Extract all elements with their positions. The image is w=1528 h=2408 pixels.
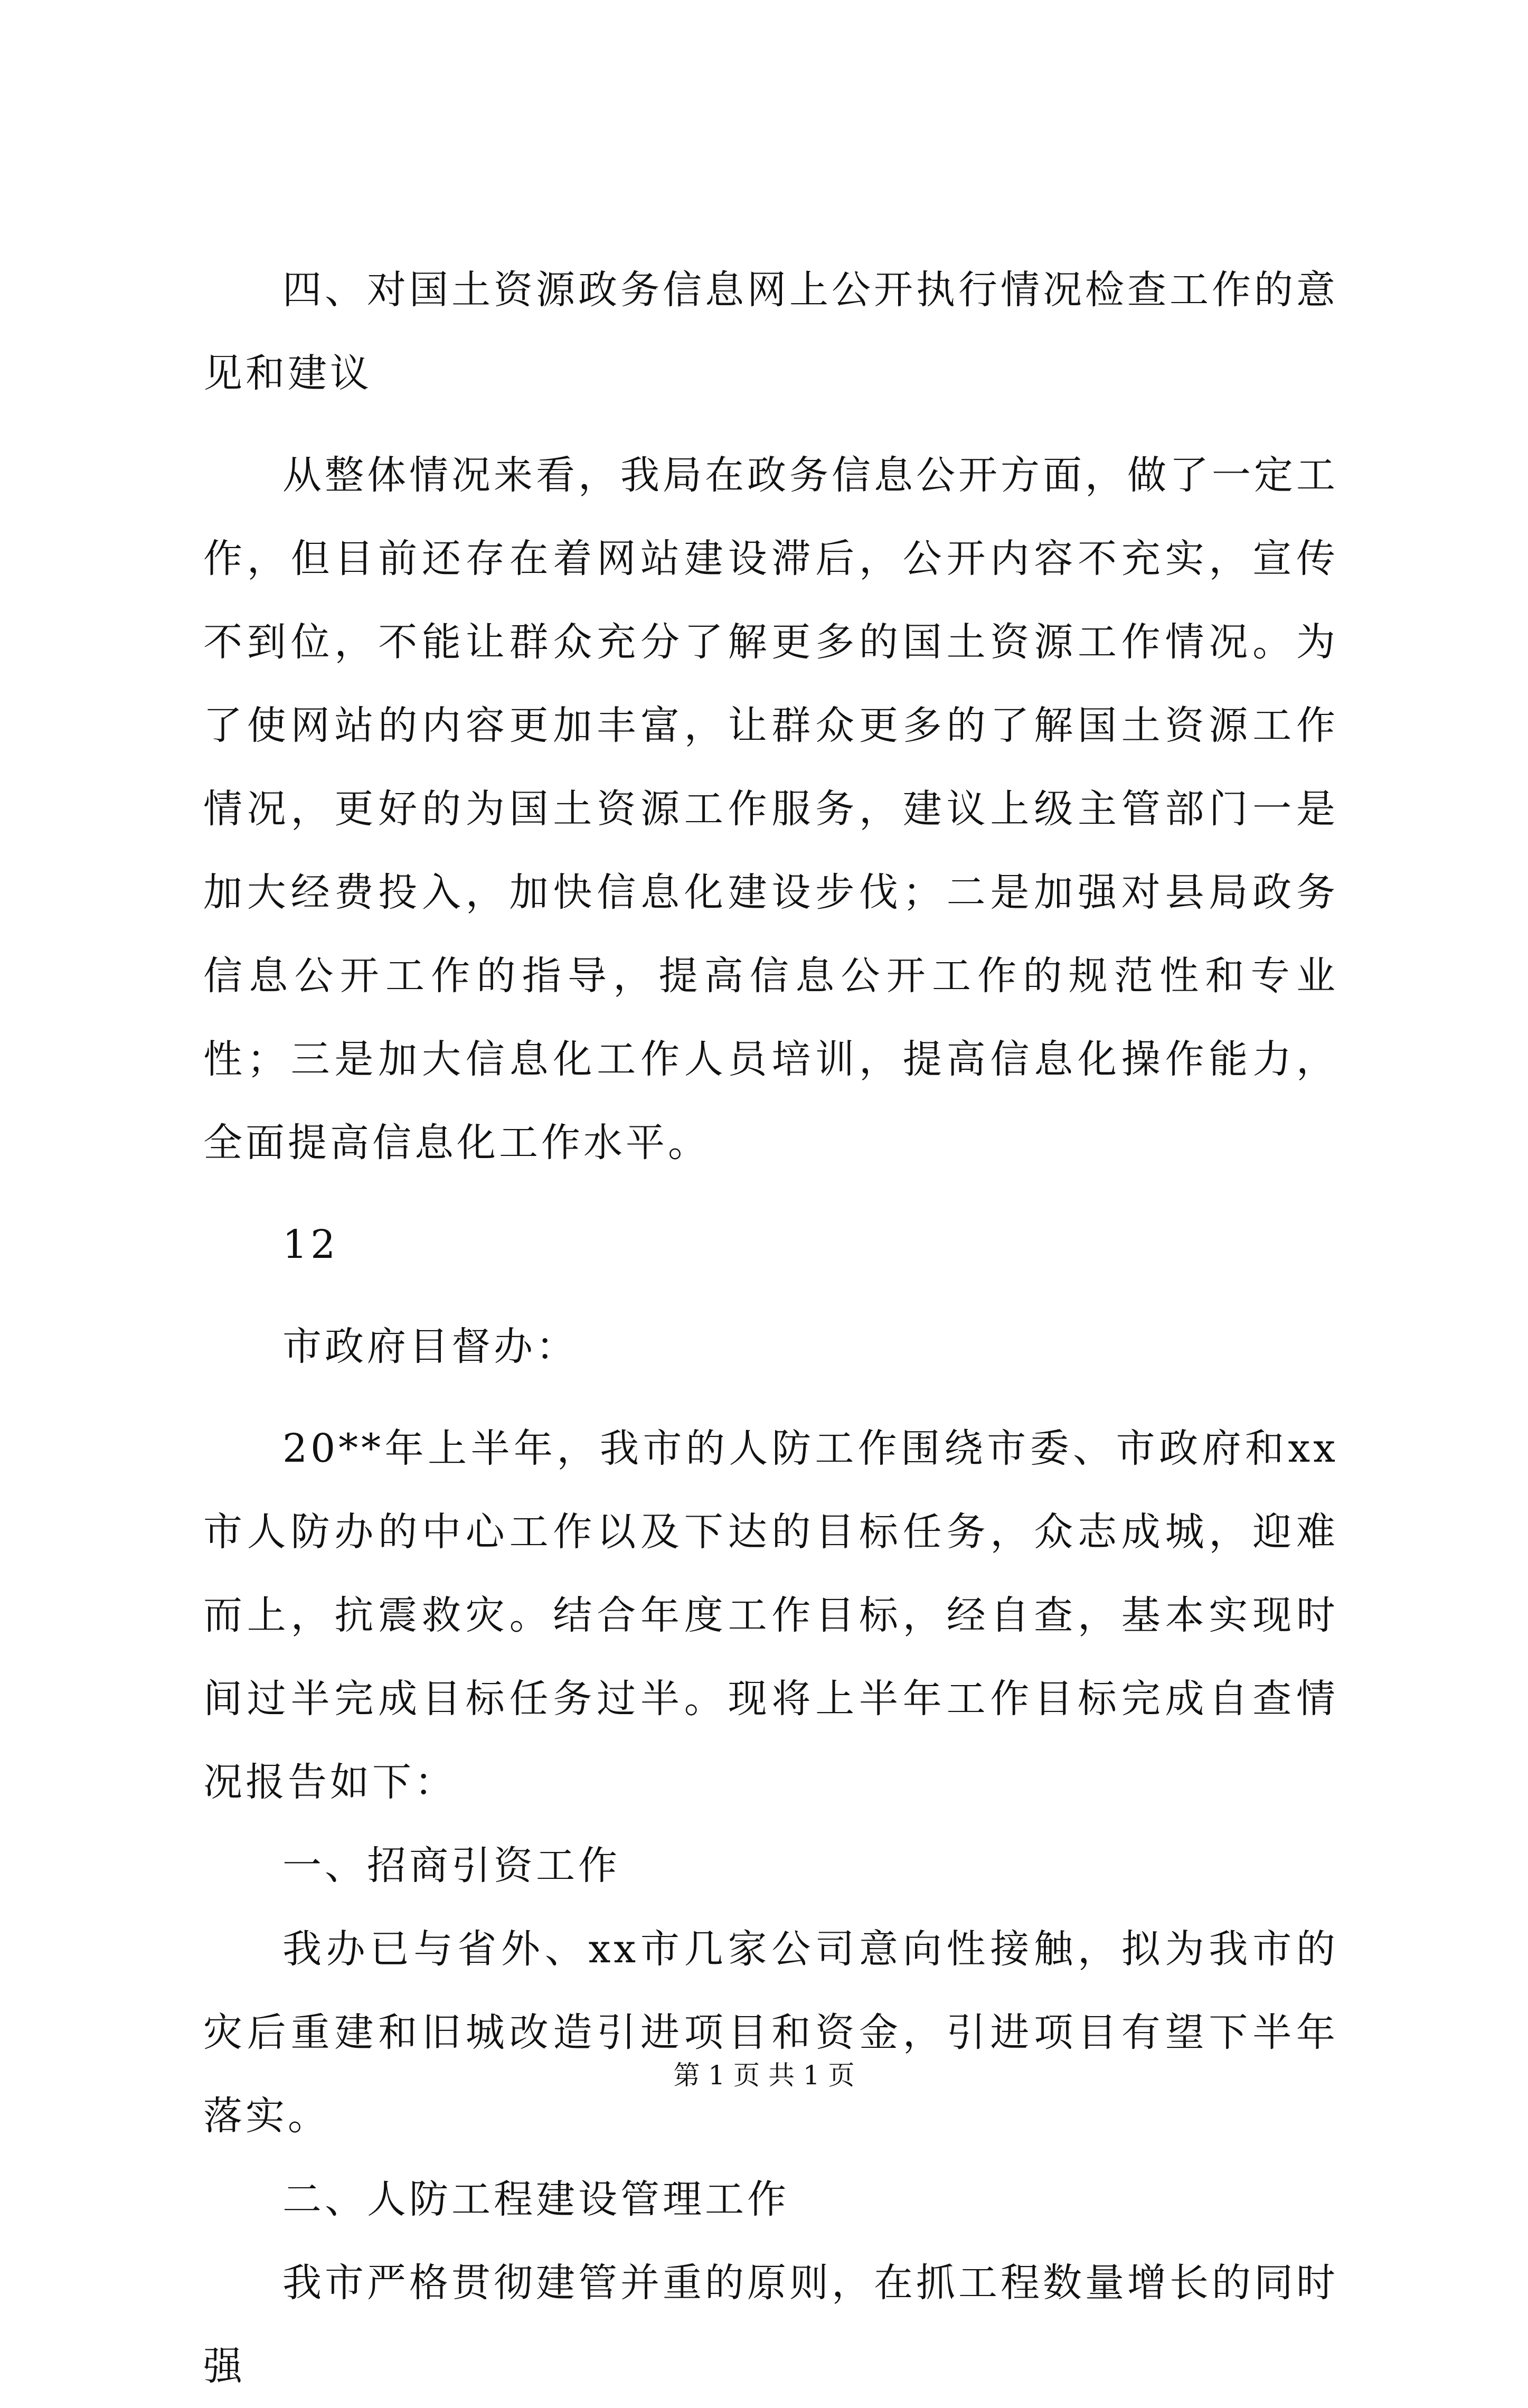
section-heading-2: 二、人防工程建设管理工作 <box>282 2177 789 2222</box>
paragraph: 20**年上半年，我市的人防工作围绕市委、市政府和xx市人防办的中心工作以及下达的目标任务，众志成城，迎难而上，抗震救灾。结合年度工作目标，经自查，基本实现时间过半完成目标任务过半。现将上半年工作目标完成自查情况报告如下： <box>203 1426 1338 1805</box>
section-heading-4: 四、对国土资源政务信息网上公开执行情况检查工作的意见和建议 <box>203 267 1338 396</box>
addressee: 市政府目督办： <box>282 1324 578 1369</box>
section-heading-1: 一、招商引资工作 <box>282 1843 620 1888</box>
page-number-marker: 12 <box>282 1222 339 1267</box>
paragraph: 我市严格贯彻建管并重的原则，在抓工程数量增长的同时强 <box>203 2260 1338 2389</box>
paragraph: 我办已与省外、xx市几家公司意向性接触，拟为我市的灾后重建和旧城改造引进项目和资金，引进项目有望下半年落实。 <box>203 1926 1338 2139</box>
page-footer: 第 1 页 共 1 页 <box>673 2060 855 2091</box>
paragraph: 从整体情况来看，我局在政务信息公开方面，做了一定工作，但目前还存在着网站建设滞后，公开内容不充实，宣传不到位，不能让群众充分了解更多的国土资源工作情况。为了使网站的内容更加丰富，让群众更多的了解国土资源工作情况，更好的为国土资源工作服务，建议上级主管部门一是加大经费投入，加快信息化建设步伐；二是加强对县局政务信息公开工作的指导，提高信息公开工作的规范性和专业性；三是加大信息化工作人员培训，提高信息化操作能力，全面提高信息化工作水平。 <box>203 453 1338 1165</box>
